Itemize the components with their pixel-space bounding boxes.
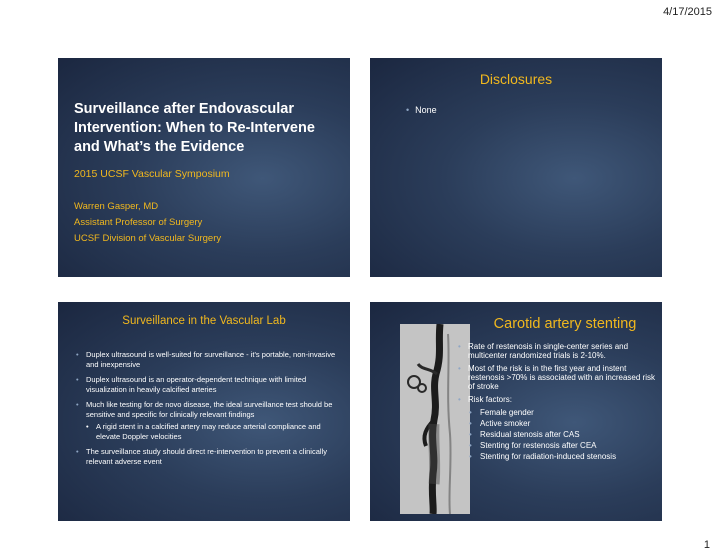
list-item (76, 400, 336, 419)
page-date: 4/17/2015 (663, 6, 712, 18)
bullet-text: Female gender (480, 408, 534, 417)
list-item (458, 395, 656, 404)
list-item (458, 408, 656, 417)
bullet-text: The surveillance study should direct re-intervention to prevent a clinically relevant adverse event (86, 447, 327, 466)
list-item (76, 350, 336, 369)
bullet-icon: • (76, 375, 79, 384)
slide-carotid-stenting (370, 302, 662, 521)
author-name: Warren Gasper, MD (74, 201, 159, 212)
slide-heading: Surveillance in the Vascular Lab (122, 315, 286, 327)
slide-disclosures (370, 58, 662, 277)
bullet-icon: • (458, 364, 461, 373)
presentation-subtitle: 2015 UCSF Vascular Symposium (74, 168, 230, 180)
bullet-icon: • (469, 430, 472, 439)
bullet-list (458, 342, 656, 463)
slide-heading: Disclosures (479, 71, 553, 87)
list-item (76, 447, 336, 466)
list-item (458, 441, 656, 450)
presentation-title: Surveillance after Endovascular Intervention: When to Re-Intervene and What’s the Evidence (74, 101, 315, 155)
bullet-text: Duplex ultrasound is well-suited for surveillance - it’s portable, non-invasive and inexpensive (86, 350, 336, 369)
bullet-text: A rigid stent in a calcified artery may reduce arterial compliance and elevate Doppler velocities (96, 422, 321, 441)
bullet-text: Duplex ultrasound is an operator-dependent technique with limited visualization in heavily calcified arteries (86, 375, 307, 394)
bullet-text: Stenting for radiation-induced stenosis (480, 452, 617, 461)
list-item (458, 419, 656, 428)
bullet-text: None (415, 105, 437, 115)
author-position: Assistant Professor of Surgery (74, 217, 203, 228)
bullet-text: Rate of restenosis in single-center series and multicenter randomized trials is 2-10%. (468, 342, 629, 360)
list-item (76, 422, 336, 441)
page-number: 1 (703, 539, 710, 551)
bullet-text: Risk factors: (468, 395, 513, 404)
bullet-icon: • (76, 400, 79, 409)
bullet-icon: • (76, 447, 79, 456)
bullet-text: Active smoker (480, 419, 531, 428)
slide-surveillance (58, 302, 350, 521)
bullet-icon: • (469, 452, 472, 461)
bullet-icon: • (86, 422, 89, 431)
bullet-list (406, 105, 437, 115)
bullet-icon: • (469, 408, 472, 417)
list-item (458, 430, 656, 439)
bullet-icon: • (406, 105, 410, 115)
list-item (76, 375, 336, 394)
author-division: UCSF Division of Vascular Surgery (74, 233, 222, 244)
list-item (458, 342, 656, 360)
bullet-text: Most of the risk is in the first year and instent restenosis >70% is associated with an increased risk of stroke (468, 364, 655, 391)
bullet-text: Much like testing for de novo disease, the ideal surveillance test should be sensitive and specific for clinically relevant findings (86, 400, 333, 419)
slide-title (58, 58, 350, 277)
bullet-icon: • (76, 350, 79, 359)
bullet-text: Residual stenosis after CAS (480, 430, 580, 439)
bullet-icon: • (469, 419, 472, 428)
list-item (458, 364, 656, 391)
bullet-icon: • (469, 441, 472, 450)
bullet-icon: • (458, 342, 461, 351)
bullet-text: Stenting for restenosis after CEA (480, 441, 597, 450)
list-item (458, 452, 656, 461)
author-block (74, 199, 221, 247)
bullet-icon: • (458, 395, 461, 404)
bullet-list (76, 350, 336, 472)
slide-heading: Carotid artery stenting (493, 316, 637, 332)
